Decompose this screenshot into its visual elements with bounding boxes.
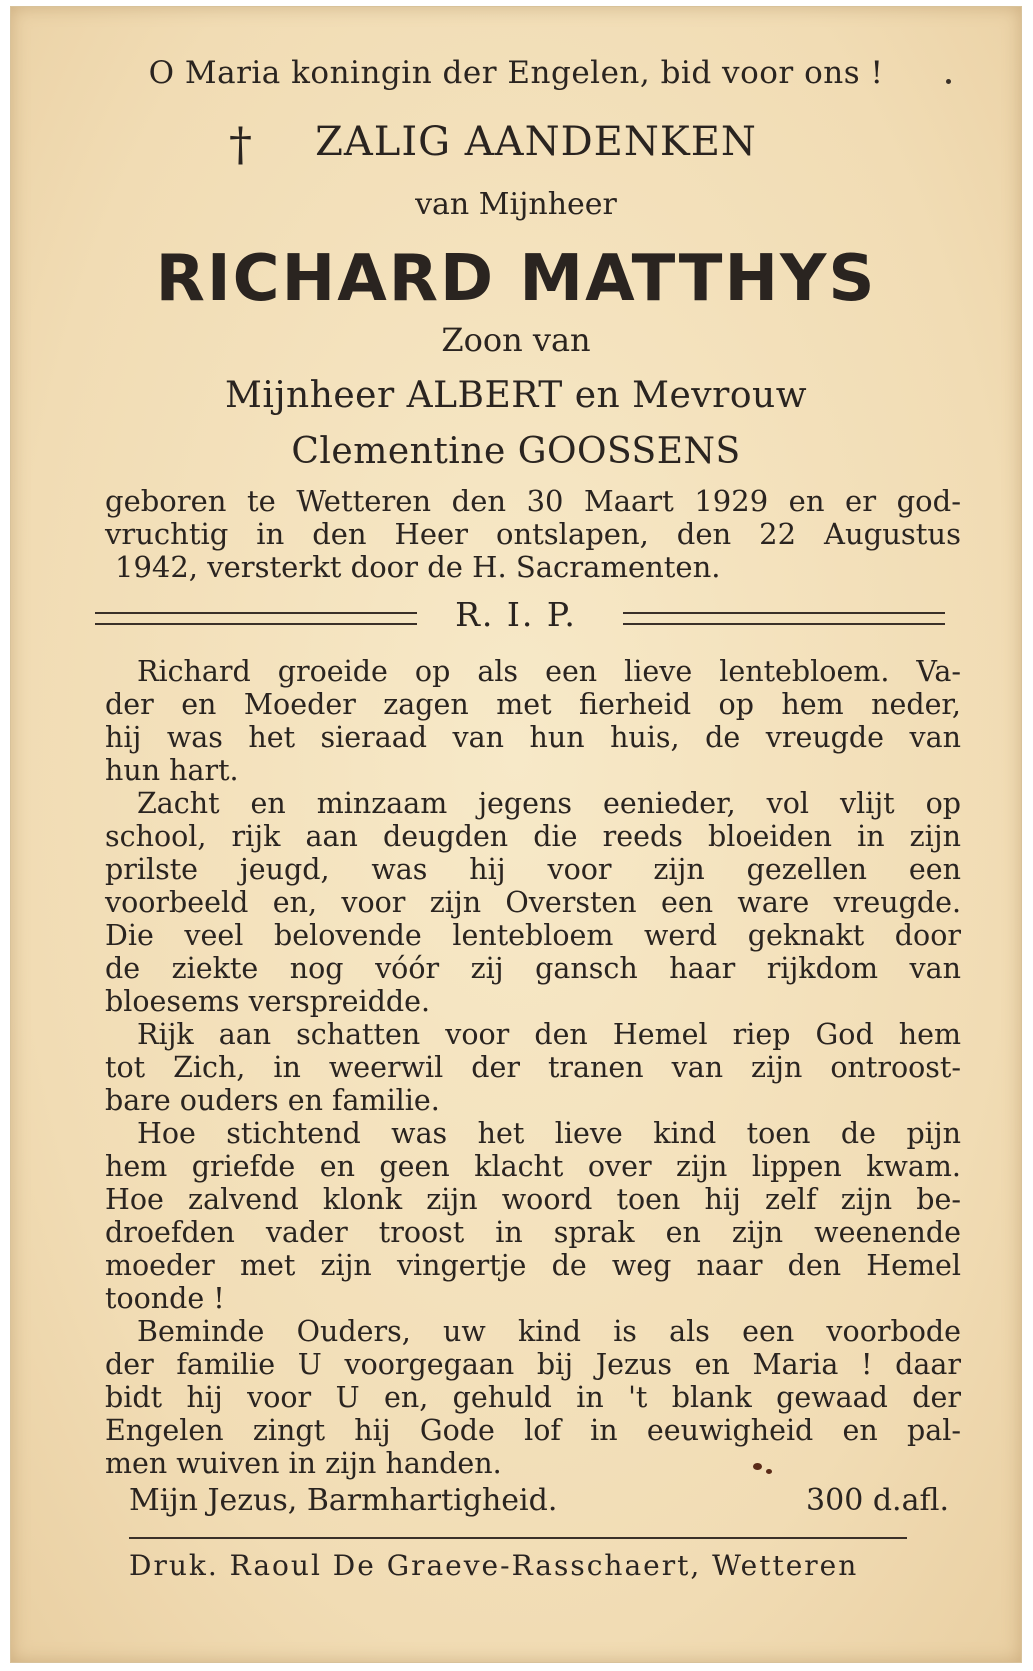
eulogy-line: toonde ! — [105, 1282, 225, 1315]
birth-line: 1942, versterkt door de H. Sacramenten. — [115, 550, 721, 584]
eulogy-line: Richard groeide op als een lieve lentebloem. Va- — [137, 655, 961, 688]
closing-prayer: Mijn Jezus, Barmhartigheid. — [129, 1483, 558, 1518]
eulogy-line: bidt hij voor U en, gehuld in 't blank gewaad der — [105, 1381, 961, 1414]
closing-line — [129, 1483, 949, 1518]
eulogy-line: hij was het sieraad van hun huis, de vreugde van — [105, 721, 961, 754]
deceased-name: RICHARD MATTHYS — [155, 242, 877, 316]
eulogy-line: Die veel belovende lentebloem werd geknakt door — [105, 919, 961, 952]
eulogy-line: Hoe stichtend was het lieve kind toen de pijn — [137, 1117, 961, 1150]
printer-credit: Druk. Raoul De Graeve-Rasschaert, Wetteren — [129, 1549, 859, 1582]
eulogy-line: Zacht en minzaam jegens eenieder, vol vlijt op — [137, 787, 961, 820]
father-line: Mijnheer ALBERT en Mevrouw — [224, 375, 808, 416]
eulogy-line: school, rijk aan deugden die reeds bloeiden in zijn — [105, 820, 961, 853]
eulogy-line: Beminde Ouders, uw kind is als een voorbode — [137, 1315, 961, 1348]
eulogy-line: moeder met zijn vingertje de weg naar den Hemel — [105, 1249, 961, 1282]
birth-death-paragraph — [105, 485, 961, 584]
eulogy-line: Rijk aan schatten voor den Hemel riep God hem — [137, 1018, 961, 1051]
eulogy-line: Hoe zalvend klonk zijn woord toen hij zelf zijn be- — [105, 1183, 961, 1216]
eulogy-line: hem griefde en geen klacht over zijn lippen kwam. — [105, 1150, 961, 1183]
rip-divider-right — [623, 612, 945, 625]
son-of-line: Zoon van — [441, 321, 591, 359]
eulogy-line: bloesems verspreidde. — [105, 985, 431, 1018]
mother-line: Clementine GOOSSENS — [291, 431, 741, 472]
eulogy-line: Engelen zingt hij Gode lof in eeuwigheid en pal- — [105, 1414, 961, 1447]
cross-icon: † — [229, 117, 252, 171]
birth-line: geboren te Wetteren den 30 Maart 1929 en er god- — [105, 484, 961, 518]
eulogy-line: der en Moeder zagen met fierheid op hem neder, — [105, 688, 961, 721]
eulogy-text — [105, 655, 961, 1480]
eulogy-line: hun hart. — [105, 754, 239, 787]
eulogy-line: tot Zich, in weerwil der tranen van zijn ontroost- — [105, 1051, 961, 1084]
stain-mark — [753, 1463, 762, 1470]
eulogy-line: der familie U voorgegaan bij Jezus en Maria ! daar — [105, 1348, 961, 1381]
eulogy-line: men wuiven in zijn handen. — [105, 1447, 502, 1480]
birth-line: vruchtig in den Heer ontslapen, den 22 Augustus — [105, 517, 961, 551]
stain-mark — [766, 1469, 772, 1474]
honorific-line: van Mijnheer — [415, 187, 617, 222]
eulogy-line: droefden vader troost in sprak en zijn weenende — [105, 1216, 961, 1249]
rip-text: R. I. P. — [455, 595, 577, 634]
stain-mark — [946, 79, 951, 84]
memorial-card — [10, 6, 1022, 1663]
invocation-text: O Maria koningin der Engelen, bid voor ons ! — [148, 55, 884, 91]
eulogy-line: de ziekte nog vóór zij gansch haar rijkdom van — [105, 952, 961, 985]
eulogy-line: bare ouders en familie. — [105, 1084, 440, 1117]
card-heading: ZALIG AANDENKEN — [315, 119, 757, 165]
indulgence-note: 300 d.afl. — [806, 1483, 949, 1518]
eulogy-line: prilste jeugd, was hij voor zijn gezellen een — [105, 853, 961, 886]
eulogy-line: voorbeeld en, voor zijn Oversten een ware vreugde. — [105, 886, 961, 919]
footer-divider — [129, 1537, 907, 1539]
